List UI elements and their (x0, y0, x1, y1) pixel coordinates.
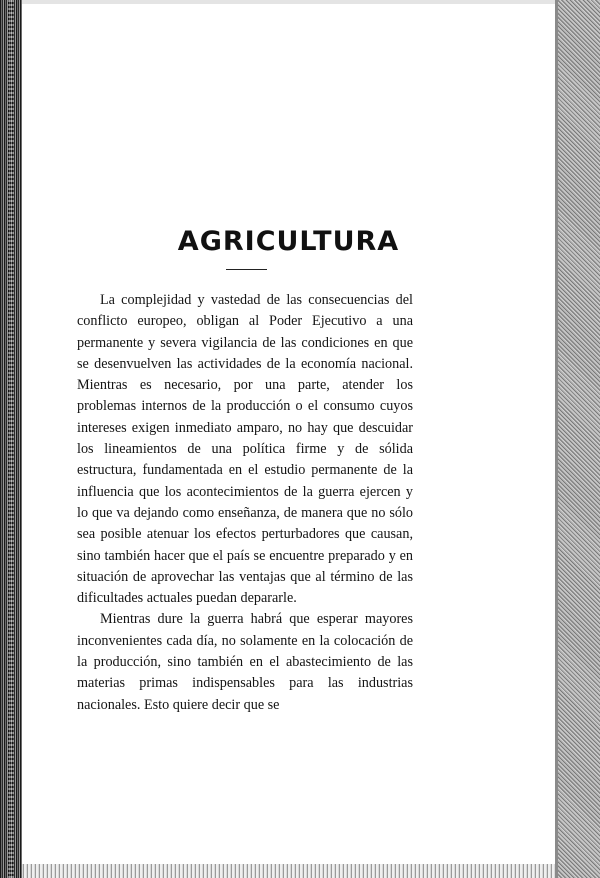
scan-background-edge (555, 0, 600, 878)
paragraph-1: La complejidad y vastedad de las consecuencias del conflicto europeo, obligan al Poder Ejecutivo a una permanente y severa vigilancia de las condiciones en que se desenvuelven las actividades de la economía nacional. Mientras es necesario, por una parte, atender los problemas internos de la producción o el consumo cuyos intereses exigen inmediato amparo, no hay que descuidar los lineamientos de una política firme y de sólida estructura, fundamentada en el estudio permanente de la influencia que los acontecimientos de la guerra ejercen y lo que va dejando como enseñanza, de manera que no sólo sea posible atenuar los efectos perturbadores que causan, sino también hacer que el país se encuentre preparado y en situación de aprovechar las ventajas que al término de las dificultades actuales puedan depararle. (77, 292, 413, 607)
page-binding-edge (0, 0, 22, 878)
paragraph-2: Mientras dure la guerra habrá que esperar mayores inconvenientes cada día, no solamente en la colocación de la producción, sino también en el abastecimiento de las materias primas indispensables para las industrias nacionales. Esto quiere decir que se (77, 611, 413, 713)
page-bottom-edge (22, 864, 555, 878)
title-rule (226, 269, 267, 270)
body-text (77, 290, 413, 716)
page-top-edge (22, 0, 555, 4)
chapter-title: AGRICULTURA (177, 226, 400, 257)
